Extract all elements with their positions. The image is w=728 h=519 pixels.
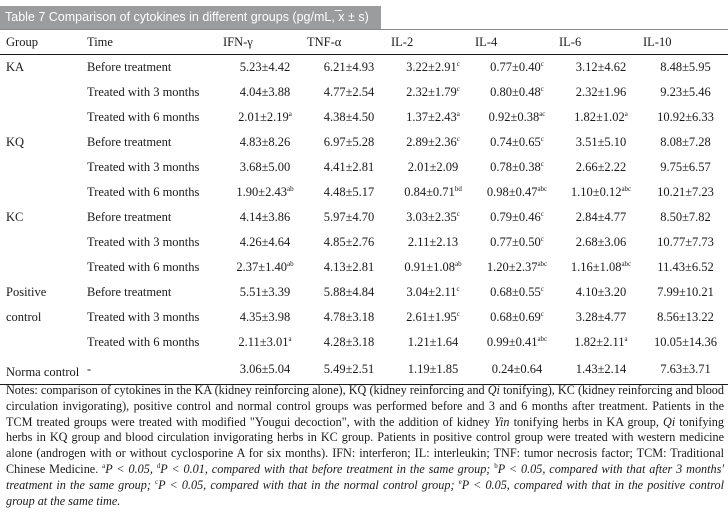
- significance-mark: c: [456, 310, 460, 318]
- il4-cell: [475, 305, 559, 330]
- tnf-cell: [307, 80, 391, 105]
- cell-value: 0.99±0.41: [486, 335, 538, 349]
- il2-cell: [391, 155, 475, 180]
- ifn-cell: [223, 130, 307, 155]
- cell-value: 10.92±6.33: [657, 110, 714, 124]
- cell-value: 0.92±0.38: [488, 110, 540, 124]
- il10-cell: [643, 155, 728, 180]
- tnf-cell: [307, 280, 391, 305]
- cell-value: 5.97±4.70: [323, 210, 375, 224]
- group-cell: [0, 80, 85, 105]
- ifn-cell: [223, 280, 307, 305]
- cell-value: 0.84±0.71: [404, 185, 455, 199]
- time-cell: Before treatment: [87, 135, 172, 149]
- il2-cell: [391, 230, 475, 255]
- cell-value: 10.77±7.73: [657, 235, 714, 249]
- time-cell: Treated with 3 months: [87, 160, 200, 174]
- il6-cell: [559, 305, 643, 330]
- cell-value: 3.68±5.00: [239, 160, 291, 174]
- cell-value: 4.41±2.81: [323, 160, 375, 174]
- cell-value: 0.77±0.40: [490, 60, 541, 74]
- cell-value: 7.99±10.21: [657, 285, 714, 299]
- significance-mark: c: [540, 85, 544, 93]
- group-cell: [0, 255, 85, 280]
- table-title: Table 7 Comparison of cytokines in different groups (pg/mL, ̅x ± s): [0, 6, 381, 29]
- significance-mark: ab: [287, 260, 294, 268]
- group-cell: control: [6, 310, 42, 324]
- significance-mark: ab: [455, 260, 462, 268]
- notes-superscript: d: [156, 461, 161, 470]
- table-body: [0, 55, 728, 385]
- group-cell: KA: [6, 60, 25, 74]
- cell-value: 3.12±4.62: [575, 60, 627, 74]
- cell-value: 1.21±1.64: [407, 335, 459, 349]
- group-cell: Positive: [6, 285, 47, 299]
- tnf-cell: [307, 55, 391, 81]
- cell-value: 0.77±0.50: [490, 235, 541, 249]
- significance-mark: c: [456, 85, 460, 93]
- il2-cell: [391, 130, 475, 155]
- il2-cell: [391, 55, 475, 81]
- il10-cell: [643, 355, 728, 385]
- notes-superscript: c: [155, 477, 159, 486]
- cell-value: 0.74±0.65: [490, 135, 541, 149]
- table-row: [0, 180, 728, 205]
- il2-cell: [391, 180, 475, 205]
- il6-cell: [559, 155, 643, 180]
- significance-mark: bd: [454, 185, 462, 193]
- notes-superscript: e: [458, 477, 462, 486]
- cell-value: 3.28±4.77: [575, 310, 627, 324]
- cell-value: 4.48±5.17: [323, 185, 375, 199]
- significance-mark: abc: [621, 260, 632, 268]
- il2-cell: [391, 280, 475, 305]
- tnf-cell: [307, 130, 391, 155]
- cell-value: 4.35±3.98: [239, 310, 291, 324]
- table-row: [0, 280, 728, 305]
- cell-value: 5.88±4.84: [323, 285, 375, 299]
- cell-value: 2.89±2.36: [406, 135, 457, 149]
- cell-value: 2.61±1.95: [406, 310, 457, 324]
- il10-cell: [643, 55, 728, 81]
- time-cell: -: [85, 355, 223, 385]
- cell-value: 4.10±3.20: [575, 285, 627, 299]
- table-row: [0, 355, 728, 385]
- cell-value: 0.78±0.38: [490, 160, 541, 174]
- time-cell: Before treatment: [87, 60, 172, 74]
- cell-value: 0.80±0.48: [490, 85, 541, 99]
- cell-value: 6.21±4.93: [323, 60, 375, 74]
- header-il10: IL-10: [643, 30, 728, 55]
- cell-value: 0.79±0.46: [490, 210, 541, 224]
- il2-cell: [391, 80, 475, 105]
- cell-value: 6.97±5.28: [323, 135, 375, 149]
- time-cell: Treated with 6 months: [87, 185, 200, 199]
- il4-cell: [475, 80, 559, 105]
- cell-value: 11.43±6.52: [657, 260, 714, 274]
- cell-value: 2.37±1.40: [236, 260, 287, 274]
- ifn-cell: [223, 55, 307, 81]
- cell-value: 3.51±5.10: [575, 135, 627, 149]
- cytokine-table: [0, 30, 728, 385]
- significance-mark: c: [456, 210, 460, 218]
- tnf-cell: [307, 155, 391, 180]
- il6-cell: [559, 355, 643, 385]
- cell-value: 9.75±6.57: [660, 160, 711, 174]
- il4-cell: [475, 255, 559, 280]
- cell-value: 3.22±2.91: [406, 60, 457, 74]
- cell-value: 7.63±3.71: [660, 362, 711, 376]
- table-row: [0, 105, 728, 130]
- time-cell: Treated with 6 months: [87, 110, 200, 124]
- significance-mark: c: [456, 285, 460, 293]
- significance-mark: a: [288, 110, 292, 118]
- table-row: [0, 55, 728, 81]
- header-group: Group: [0, 30, 85, 55]
- significance-mark: a: [288, 335, 292, 343]
- tnf-cell: [307, 205, 391, 230]
- ifn-cell: [223, 155, 307, 180]
- cell-value: 10.05±14.36: [653, 335, 718, 349]
- significance-mark: c: [540, 310, 544, 318]
- cell-value: 1.82±2.11: [574, 335, 625, 349]
- significance-mark: abc: [537, 185, 548, 193]
- significance-mark: ac: [539, 110, 546, 118]
- table-row: [0, 80, 728, 105]
- tnf-cell: [307, 330, 391, 355]
- il10-cell: [643, 205, 728, 230]
- group-cell: [0, 105, 85, 130]
- notes-italic: P < 0.05, compared with that in the positive control group at the same time.: [6, 477, 724, 508]
- il10-cell: [643, 80, 728, 105]
- notes-text: Notes: comparison of cytokines in the KA (kidney reinforcing alone), KQ (kidney reinforcing and: [6, 383, 488, 397]
- cell-value: 1.16±1.08: [570, 260, 622, 274]
- il6-cell: [559, 230, 643, 255]
- cell-value: 4.78±3.18: [323, 310, 375, 324]
- il2-cell: [391, 330, 475, 355]
- il4-cell: [475, 205, 559, 230]
- significance-mark: c: [540, 285, 544, 293]
- il6-cell: [559, 330, 643, 355]
- cell-value: 0.68±0.55: [490, 285, 541, 299]
- cell-value: 4.28±3.18: [323, 335, 375, 349]
- significance-mark: c: [456, 60, 460, 68]
- tnf-cell: [307, 180, 391, 205]
- ifn-cell: [223, 105, 307, 130]
- significance-mark: abc: [537, 335, 548, 343]
- cell-value: 2.11±2.13: [407, 235, 459, 249]
- il10-cell: [643, 230, 728, 255]
- notes-text: tonifying), KC (kidney reinforcing and blood circulation invigorating), positive control and normal control groups was performed before and 3 and 6 months after treatment. Patients in the TCM treated groups were treated with modified "Yougui decoction", with the addition of kidney: [6, 383, 724, 429]
- il4-cell: [475, 155, 559, 180]
- il4-cell: [475, 230, 559, 255]
- il2-cell: [391, 305, 475, 330]
- table-notes: [6, 383, 724, 509]
- cell-value: 5.23±4.42: [239, 60, 291, 74]
- cell-value: 4.85±2.76: [323, 235, 375, 249]
- ifn-cell: [223, 305, 307, 330]
- group-cell: Norma control: [0, 355, 85, 385]
- significance-mark: c: [540, 60, 544, 68]
- significance-mark: abc: [621, 185, 632, 193]
- cell-value: 9.23±5.46: [660, 85, 711, 99]
- il10-cell: [643, 255, 728, 280]
- group-cell: KQ: [6, 135, 25, 149]
- cell-value: 1.20±2.37: [486, 260, 538, 274]
- il2-cell: [391, 205, 475, 230]
- time-cell: Treated with 3 months: [87, 235, 200, 249]
- time-cell: Treated with 6 months: [87, 335, 200, 349]
- cell-value: 5.51±3.39: [239, 285, 291, 299]
- cell-value: 4.14±3.86: [239, 210, 291, 224]
- cell-value: 1.37±2.43: [406, 110, 457, 124]
- notes-superscript: a: [102, 461, 106, 470]
- group-cell: KC: [6, 210, 24, 224]
- il4-cell: [475, 130, 559, 155]
- cell-value: 8.56±13.22: [657, 310, 714, 324]
- header-row: [0, 30, 728, 55]
- cell-value: 4.38±4.50: [323, 110, 375, 124]
- header-ifn: IFN-γ: [223, 30, 307, 55]
- cell-value: 0.24±0.64: [491, 362, 543, 376]
- group-cell: [0, 155, 85, 180]
- ifn-cell: [223, 330, 307, 355]
- il2-cell: [391, 255, 475, 280]
- cell-value: 3.04±2.11: [406, 285, 457, 299]
- cell-value: 4.77±2.54: [323, 85, 375, 99]
- notes-italic: Yin: [494, 414, 510, 429]
- cell-value: 1.43±2.14: [575, 362, 627, 376]
- significance-mark: c: [456, 135, 460, 143]
- significance-mark: abc: [537, 260, 548, 268]
- notes-italic: Qi: [487, 383, 500, 397]
- il6-cell: [559, 80, 643, 105]
- cell-value: 2.68±3.06: [575, 235, 627, 249]
- group-cell: [0, 330, 85, 355]
- cell-value: 4.04±3.88: [239, 85, 291, 99]
- cell-value: 2.01±2.09: [407, 160, 459, 174]
- ifn-cell: [223, 230, 307, 255]
- tnf-cell: [307, 230, 391, 255]
- cell-value: 10.21±7.23: [657, 185, 714, 199]
- table-row: [0, 305, 728, 330]
- significance-mark: c: [540, 160, 544, 168]
- ifn-cell: [223, 255, 307, 280]
- ifn-cell: [223, 80, 307, 105]
- cell-value: 2.66±2.22: [575, 160, 627, 174]
- cell-value: 2.11±3.01: [238, 335, 289, 349]
- notes-italic: P < 0.05, compared with that in the normal control group;: [158, 477, 459, 492]
- cell-value: 0.68±0.69: [490, 310, 541, 324]
- cell-value: 3.03±2.35: [406, 210, 457, 224]
- significance-mark: a: [624, 110, 628, 118]
- table-row: [0, 230, 728, 255]
- il4-cell: [475, 105, 559, 130]
- tnf-cell: [307, 355, 391, 385]
- il6-cell: [559, 130, 643, 155]
- cell-value: 3.06±5.04: [239, 362, 291, 376]
- il6-cell: [559, 105, 643, 130]
- significance-mark: c: [540, 135, 544, 143]
- il4-cell: [475, 330, 559, 355]
- il10-cell: [643, 180, 728, 205]
- cell-value: 0.98±0.47: [486, 185, 538, 199]
- group-cell: [0, 230, 85, 255]
- time-cell: Treated with 3 months: [87, 85, 200, 99]
- il4-cell: [475, 180, 559, 205]
- cell-value: 2.32±1.79: [406, 85, 457, 99]
- cell-value: 2.84±4.77: [575, 210, 627, 224]
- header-tnf: TNF-α: [307, 30, 391, 55]
- cell-value: 4.83±8.26: [239, 135, 291, 149]
- il6-cell: [559, 255, 643, 280]
- il2-cell: [391, 355, 475, 385]
- cell-value: 1.90±2.43: [236, 185, 287, 199]
- notes-italic: P < 0.01, compared with that before treatment in the same group;: [160, 461, 495, 476]
- table-row: [0, 205, 728, 230]
- ifn-cell: [223, 205, 307, 230]
- table-row: [0, 255, 728, 280]
- significance-mark: ab: [287, 185, 294, 193]
- cell-value: 1.82±1.02: [574, 110, 625, 124]
- tnf-cell: [307, 255, 391, 280]
- il2-cell: [391, 105, 475, 130]
- tnf-cell: [307, 105, 391, 130]
- notes-superscript: b: [494, 461, 498, 470]
- cell-value: 0.91±1.08: [404, 260, 455, 274]
- cell-value: 8.08±7.28: [660, 135, 711, 149]
- time-cell: Treated with 3 months: [87, 310, 200, 324]
- il6-cell: [559, 55, 643, 81]
- significance-mark: c: [540, 210, 544, 218]
- il10-cell: [643, 130, 728, 155]
- time-cell: Treated with 6 months: [87, 260, 200, 274]
- tnf-cell: [307, 305, 391, 330]
- il4-cell: [475, 280, 559, 305]
- il6-cell: [559, 205, 643, 230]
- il10-cell: [643, 280, 728, 305]
- cell-value: 1.19±1.85: [407, 362, 459, 376]
- cell-value: 4.13±2.81: [323, 260, 375, 274]
- cell-value: 8.48±5.95: [660, 60, 711, 74]
- notes-text: tonifying herbs in KQ group and blood circulation invigorating herbs in KC group. Patients in positive control group were treated with western medicine alone (androgen with or without cyclosporine A for six months). IFN: interferon; IL: interleukin; TNF: tumor necrosis factor; TCM: Traditional Chinese Medicine.: [6, 414, 724, 476]
- table-row: [0, 155, 728, 180]
- cell-value: 8.50±7.82: [660, 210, 711, 224]
- cell-value: 4.26±4.64: [239, 235, 291, 249]
- il6-cell: [559, 180, 643, 205]
- notes-text: tonifying herbs in KA group,: [509, 414, 664, 429]
- il10-cell: [643, 105, 728, 130]
- cell-value: 5.49±2.51: [323, 362, 375, 376]
- header-time: Time: [85, 30, 223, 55]
- header-il2: IL-2: [391, 30, 475, 55]
- cell-value: 2.32±1.96: [575, 85, 627, 99]
- il10-cell: [643, 330, 728, 355]
- il4-cell: [475, 55, 559, 81]
- notes-italic: P < 0.05, compared with that after 3 months' treatment in the same group;: [6, 461, 724, 492]
- il4-cell: [475, 355, 559, 385]
- group-cell: [0, 180, 85, 205]
- ifn-cell: [223, 355, 307, 385]
- header-il4: IL-4: [475, 30, 559, 55]
- notes-italic: P < 0.05,: [105, 461, 157, 476]
- cell-value: 2.01±2.19: [238, 110, 289, 124]
- table-row: [0, 330, 728, 355]
- header-il6: IL-6: [559, 30, 643, 55]
- table-row: [0, 130, 728, 155]
- il6-cell: [559, 280, 643, 305]
- significance-mark: a: [456, 110, 460, 118]
- il10-cell: [643, 305, 728, 330]
- significance-mark: c: [540, 235, 544, 243]
- significance-mark: a: [624, 335, 628, 343]
- time-cell: Before treatment: [87, 285, 172, 299]
- ifn-cell: [223, 180, 307, 205]
- time-cell: Before treatment: [87, 210, 172, 224]
- cell-value: 1.10±0.12: [570, 185, 622, 199]
- notes-italic: Qi: [663, 414, 676, 429]
